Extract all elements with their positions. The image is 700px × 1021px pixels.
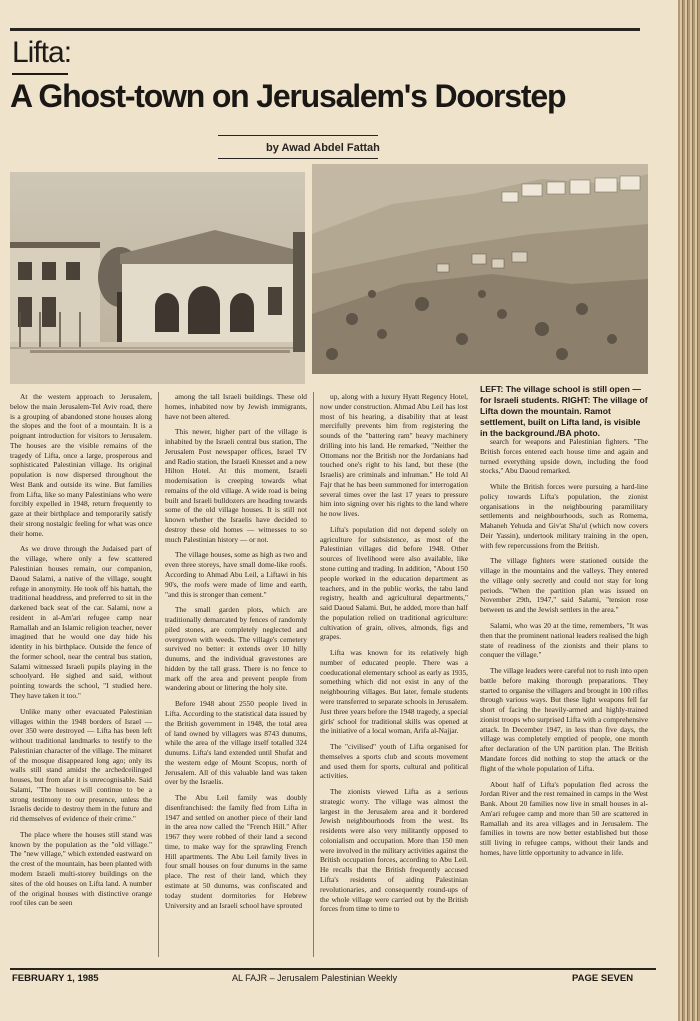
article-column-3 — [320, 392, 468, 959]
article-column-1 — [10, 392, 152, 959]
paragraph: At the western approach to Jerusalem, below the main Jerusalem-Tel Aviv road, there is a grouping of abandoned stone houses along the slopes and the foot of a mountain. It is a poignant introduction for visitors to Jerusalem. The houses are the visible remains of the tragedy of Lifta, once a large, prosperous and sophisticated Palestinian village. Its original population is now dispersed throughout the West Bank and outside its wine. But families from Lifta, like so many Palestinians who were forcibly expelled in 1948, return frequently to gaze at their birthplace and temporarily satisfy their strong nostalgic feeling for what was once their home. — [10, 392, 152, 538]
paragraph: search for weapons and Palestinian fighters. "The British forces entered each house time and again and turned everything upside down, including the food stocks," Abu Daoud remarked. — [480, 437, 648, 476]
paragraph: Before 1948 about 2550 people lived in Lifta. According to the statistical data issued by the British government in 1948, the total area of land owned by villagers was 8743 dunums, while the area of the village itself totalled 324 dunums. Lifta's land extended until Shufat and the western edge of Mount Scopus, north of Jerusalem. All of this valuable land was taken over by the Israelis. — [165, 699, 307, 787]
article-headline: A Ghost-town on Jerusalem's Doorstep — [10, 78, 566, 114]
footer-page-number: PAGE SEVEN — [572, 973, 634, 984]
paragraph: The village houses, some as high as two and even three storeys, have small dome-like roofs. According to Ahmad Abu Leil, a Liftawi in his 90's, the roofs were made of lime and earth, "and this is stronger than cement." — [165, 550, 307, 599]
paragraph: Lifta was known for its relatively high number of educated people. There was a coeducational elementary school as early as 1935, something which did not exist in any of the neighbouring villages. But later, female students were transferred to separate schools in Jerusalem. Just three years before the 1948 tragedy, a special girls' school for traditional skills was opened at the initiative of a local woman, Arifa al-Najjar. — [320, 648, 468, 736]
paragraph: The "civilised" youth of Lifta organised for themselves a sports club and scouts movement and used them for sports, cultural and political activities. — [320, 742, 468, 781]
paragraph: The village leaders were careful not to rush into open battle before making thorough preparations. They started to organise the villagers and brought in 100 rifles through various ways. But these light weapons fell far short of facing the heavily-armed and highly-trained zionist troops who surprised Lifta with a comprehensive attack. In December 1947, in less than five days, the village was completely emptied of people, one month after declaration of the UN partition plan. The British Mandate forces did nothing to stop the attack or the flight of the whole population of Lifta. — [480, 666, 648, 773]
paragraph: This newer, higher part of the village is inhabited by the Israeli central bus station, The Jerusalem Post newspaper offices, Israel TV and Radio station, the Israeli Knesset and a new Hilton Hotel. At this moment, Israeli modernisation is creeping towards what remains of the old village. A wide road is being built and Israeli bulldozers are heading towards some of the old village houses. It is still not known whether the Israelis have decided to destroy these old homes — witnesses to so much Palestinian history — or not. — [165, 427, 307, 544]
photo-caption: LEFT: The village school is still open — for Israeli students. RIGHT: The village of Lifta down the mountain. Ramot settlement, built on Lifta land, is visible in the background./BA photo. — [480, 384, 648, 438]
paragraph: Unlike many other evacuated Palestinian villages within the 1948 borders of Israel — over 350 were destroyed — Lifta has been left without traditional landmarks to testify to the Palestinian character of the village. The minaret of the mosque disappeared long ago; only its walls still stand amidst the archedceilinged houses, but from afar it is unrecognisable. Said Salami, "The houses will continue to be a strong testimony to our presence, unless the Israelis decide to destroy them in the future and rid themselves of evidence of their crime." — [10, 706, 152, 824]
footer-rule — [10, 968, 656, 970]
paragraph: While the British forces were pursuing a hard-line policy towards Lifta's population, the zionist organisations in the neighbouring paramilitary settlements and neighbourhoods, such as Romema, Mahaneh Yehuda and Giv'at Sha'ul (which now covers Deir Yassin), undertook military training in the open, with few repercussions from the British. — [480, 482, 648, 550]
paragraph: The Abu Leil family was doubly disenfranchised: the family fled from Lifta in 1947 and settled on another piece of their land in the area now called the "French Hill." After 1967 they were robbed of their land a second time, to make way for the sprawling French Hill apartments. The Abu Leil family lives in four small houses on four dunums in the same place. The rest of their land, which they estimate at 50 dunums, was confiscated and today student dormitories for Hebrew University and an Israeli school have sprouted — [165, 793, 307, 910]
column-divider — [158, 392, 159, 957]
article-column-2 — [165, 392, 307, 959]
paragraph: The zionists viewed Lifta as a serious strategic worry. The village was almost the largest in the Jerusalem area and it bordered Jewish neighbourhoods from the west. Its residents were also very militantly opposed to colonialism and occupation. More than 150 men were involved in the military activities against the British occupation forces, according to Abu Leil. He recalls that the British frequently accused Lifta's residents of aiding Palestinian revolutionaries, and consequently round-ups of the whole village were carried out by the British forces from time to time to — [320, 787, 468, 914]
paragraph: The small garden plots, which are traditionally demarcated by fences of randomly piled stones, are completely neglected and overgrown with weeds. The village's cemetery survived no better: it extends over 10 hilly dunums, and the individual gravestones are hidden by the tall grass. There is no fence to mark off the area and prevent people from wandering about or littering the holy site. — [165, 605, 307, 693]
article-kicker: Lifta: — [12, 36, 72, 69]
byline-rule — [218, 135, 378, 136]
kicker-underline — [12, 73, 68, 75]
paragraph: As we drove through the Judaised part of the village, where only a few scattered Palestinian houses remain, our companion, Daoud Salami, a native of the village, sought refuge in anonymity. He took off his hattah, the traditional headdress, and preferred to sit in the darkened back seat of the car. Salami, now a resident in al-Am'ari refugee camp near Ramallah and an Islamic religion teacher, never imagined that he would one day hide his identity in his birthplace. Outside the fence of the former school, near the central bus station, Salami witnessed Israeli pupils playing in the schoolyard. He sighed and said, without pointing towards the school, "I studied here. They have taken it too." — [10, 544, 152, 700]
article-byline: by Awad Abdel Fattah — [266, 142, 380, 154]
paragraph: The village fighters were stationed outside the village in the mountains and the valleys. They entered the village only secretly and could not stay for long periods. "When the partition plan was issued on November 29th, 1947," said Salami, "tension rose between us and the Jewish settlers in the area." — [480, 556, 648, 615]
paragraph: The place where the houses still stand was known by the population as the "old village." The "new village," which extended eastward on the crest of the mountain, has been planted with modern Israeli multi-storey buildings on the sites of the old houses on Lifta land. A number of the original houses with distinctive orange roof tiles can be seen — [10, 829, 152, 908]
paragraph: Salami, who was 20 at the time, remembers, "It was then that the prominent national leaders realised the high state of readiness of the zionists and their plans to conquer the village." — [480, 621, 648, 660]
paragraph: About half of Lifta's population fled across the Jordan River and the rest remained in camps in the West Bank. About 20 families now live in small houses in al-Am'ari refugee camp and more than 50 are scattered in Ramallah and its area villages and in Jerusalem. The families in towns are now better established but those still living in refugee camps, without their lands and homes, have little opportunity to advance in life. — [480, 779, 648, 857]
article-column-4 — [480, 437, 648, 959]
binding-spine — [678, 0, 700, 1021]
paragraph: Lifta's population did not depend solely on agriculture for subsistence, as most of the Palestinian villages did before 1948. Other sources of livelihood were also available, like stone cutting and trading. In addition, "About 150 people worked in the education department as teachers, and in the public works, the tabu land registry, health and agricultural departments," said Daoud Salami. But, he added, more than half the population relied on traditional agriculture: cultivation of grain, olives, almonds, figs and grapes. — [320, 524, 468, 642]
column-divider — [313, 392, 314, 957]
footer-publication: AL FAJR – Jerusalem Palestinian Weekly — [232, 973, 398, 983]
paragraph: among the tall Israeli buildings. These old homes, inhabited now by Jewish immigrants, have not been altered. — [165, 392, 307, 421]
top-rule — [10, 28, 640, 31]
footer-date: FEBRUARY 1, 1985 — [12, 973, 99, 984]
byline-rule — [218, 158, 378, 159]
school-photo — [10, 172, 305, 384]
hillside-photo — [312, 164, 648, 374]
paragraph: up, along with a luxury Hyatt Regency Hotel, now under construction. Ahmad Abu Leil has lost most of his hearing, a disability that at least mercifully prevents him from registering the sounds of the "battering ram" heavy machinery drilling into his land. He remarked, "Neither the Ottomans nor the British nor the Jordanians had touched one's right to his land, but these (the Israelis) are criminals and inhuman." He told Al Fajr that he has been summoned for interrogation several times over the last 17 years to pressure him into signing over his rights to the land where he now lives. — [320, 392, 468, 519]
